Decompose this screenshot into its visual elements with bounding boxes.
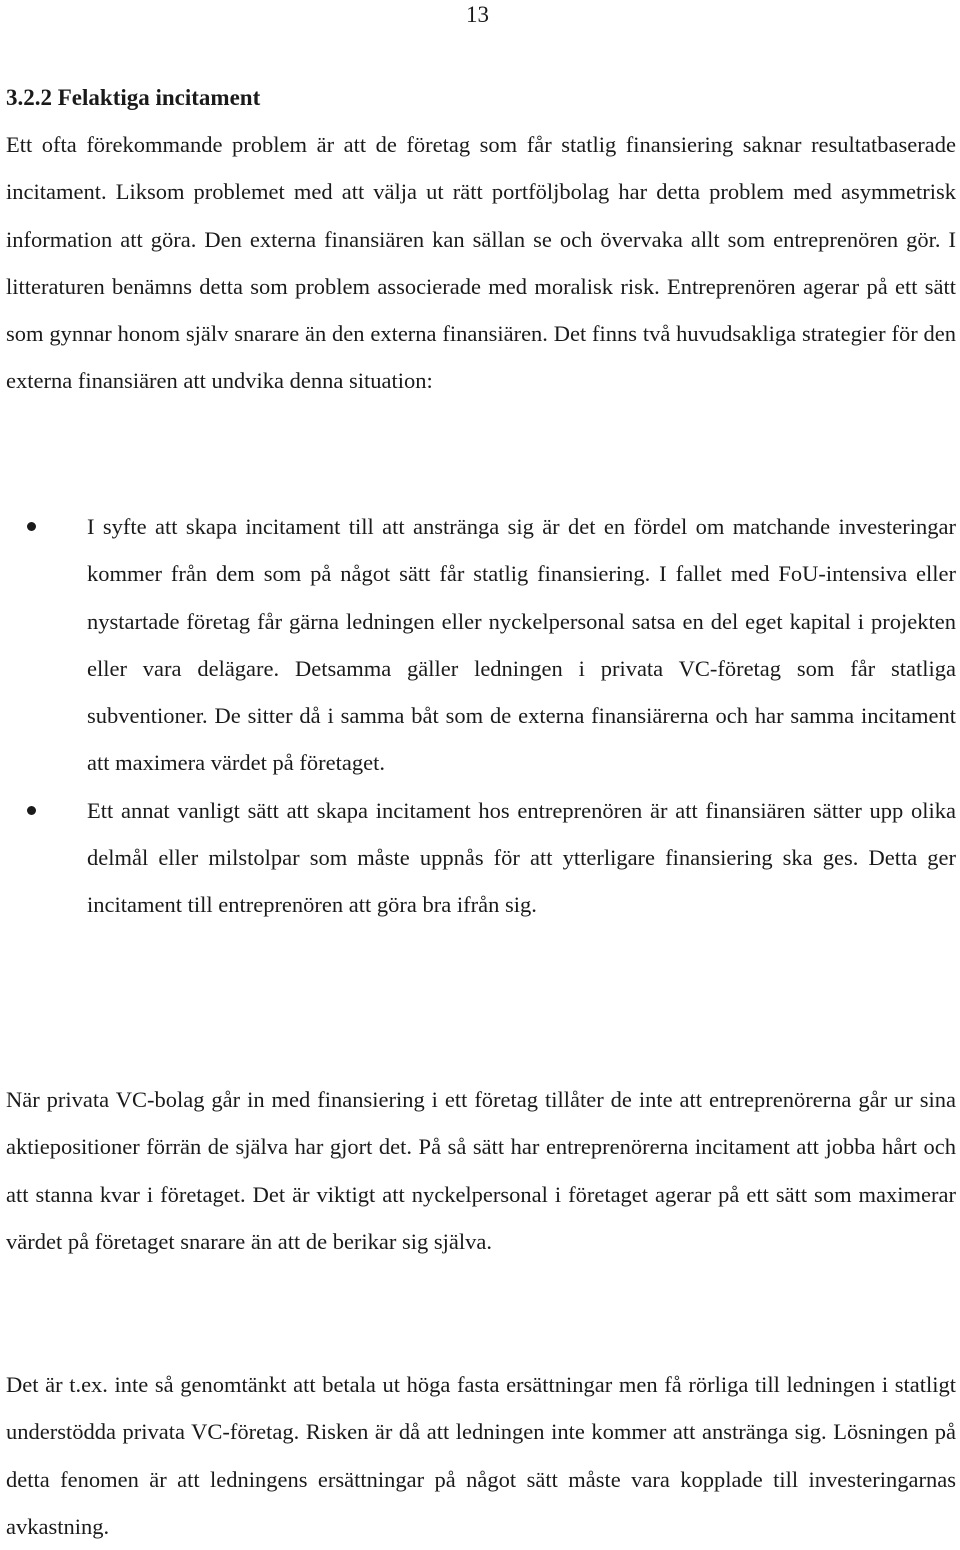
- bullet-icon: [27, 522, 36, 531]
- paragraph-vc-companies: När privata VC-bolag går in med finansiering i ett företag tillåter de inte att entreprenörerna går ur sina aktiepositioner förrän de själva har gjort det. På så sätt har entreprenörerna incitament att jobba hårt och att stanna kvar i företaget. Det är viktigt att nyckelpersonal i företaget agerar på ett sätt som maximerar värdet på företaget snarare än att de berikar sig själva.: [6, 1087, 956, 1254]
- paragraph-compensation: Det är t.ex. inte så genomtänkt att betala ut höga fasta ersättningar men få rörliga till ledningen i statligt understödda privata VC-företag. Risken är då att ledningen inte kommer att anstränga sig. Lösningen på detta fenomen är att ledningens ersättningar på något sätt måste vara kopplade till investeringarnas avkastning.: [6, 1372, 956, 1539]
- bullet-icon: [27, 806, 36, 815]
- page-number: 13: [466, 2, 489, 27]
- paragraph-intro: Ett ofta förekommande problem är att de företag som får statlig finansiering saknar resultatbaserade incitament. Liksom problemet med att välja ut rätt portföljbolag har detta problem med asymmetrisk information att göra. Den externa finansiären kan sällan se och övervaka allt som entreprenören gör. I litteraturen benämns detta som problem associerade med moralisk risk. Entreprenören agerar på ett sätt som gynnar honom själv snarare än den externa finansiären. Det finns två huvudsakliga strategier för den externa finansiären att undvika denna situation:: [6, 132, 956, 394]
- list-item-text: I syfte att skapa incitament till att anstränga sig är det en fördel om matchande investeringar kommer från dem som på något sätt får statlig finansiering. I fallet med FoU-intensiva eller nystartade företag får gärna ledningen eller nyckelpersonal satsa en del eget kapital i projekten eller vara delägare. Detsamma gäller ledningen i privata VC-företag som får statliga subventioner. De sitter då i samma båt som de externa finansiärerna och har samma incitament att maximera värdet på företaget.: [87, 514, 956, 776]
- list-item: [0, 503, 956, 787]
- section-heading: 3.2.2 Felaktiga incitament: [6, 85, 261, 110]
- list-item: [0, 787, 956, 929]
- strategy-list: [0, 503, 960, 929]
- list-item-text: Ett annat vanligt sätt att skapa incitament hos entreprenören är att finansiären sätter upp olika delmål eller milstolpar som måste uppnås för att ytterligare finansiering ska ges. Detta ger incitament till entreprenören att göra bra ifrån sig.: [87, 797, 956, 918]
